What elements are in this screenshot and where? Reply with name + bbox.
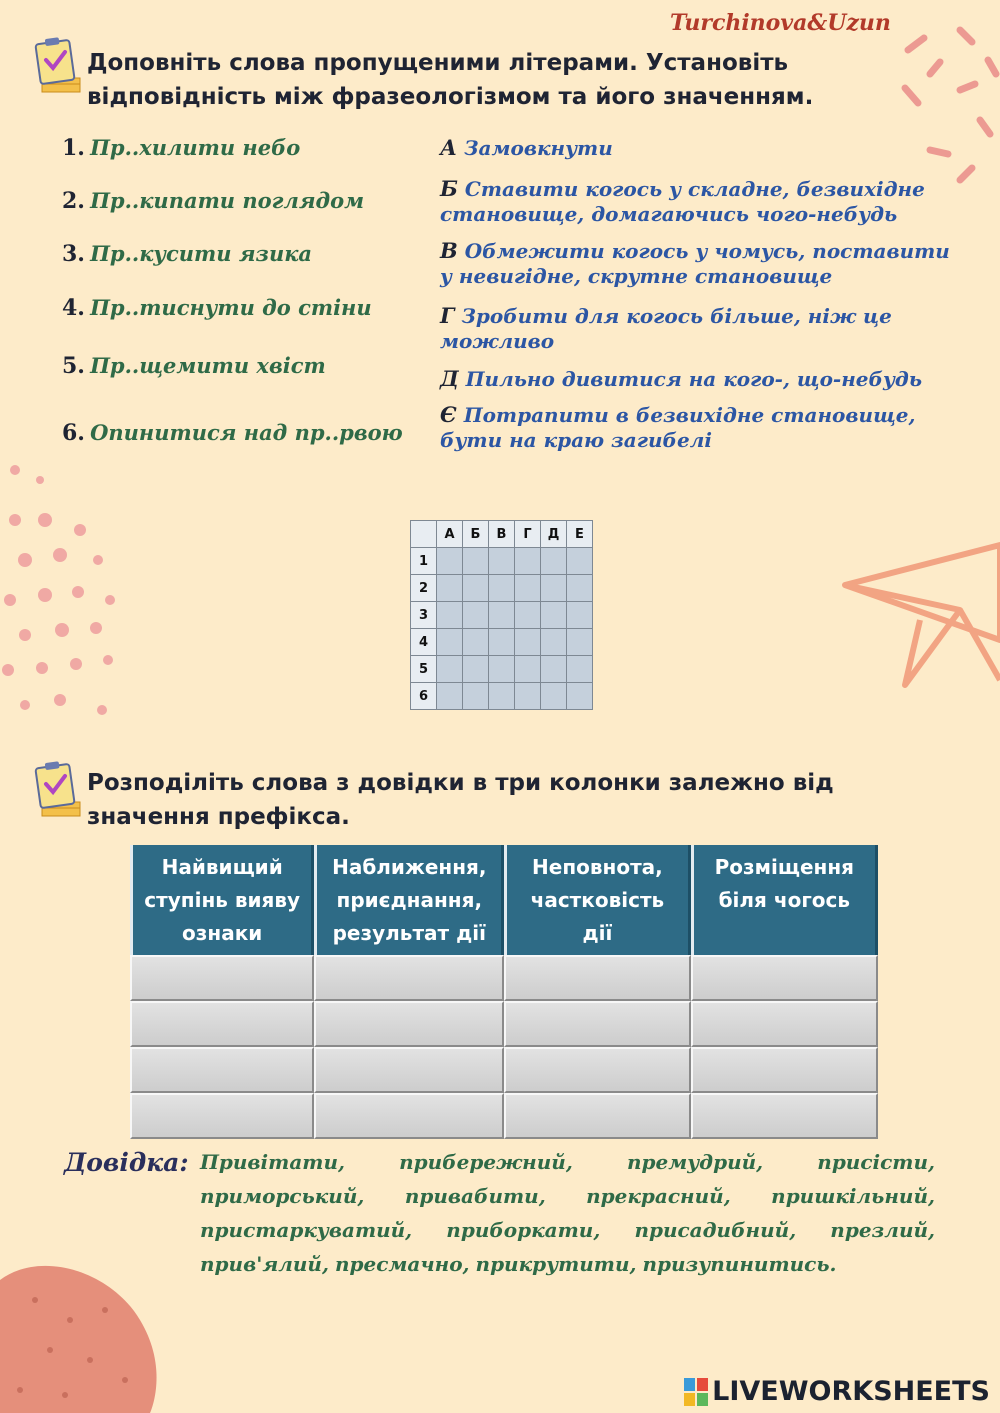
grid-cell[interactable]: [463, 548, 489, 575]
answer-cell[interactable]: [691, 1001, 878, 1047]
grid-cell[interactable]: [489, 629, 515, 656]
grid-row-header: 3: [411, 602, 437, 629]
dovidka-word: призупинитись.: [642, 1252, 837, 1276]
phrase-text: Пр..хилити небо: [90, 135, 301, 160]
meaning-item-d: Д Пильно дивитися на кого-, що-небудь: [440, 366, 923, 391]
phrase-item-1: 1. Пр..хилити небо: [62, 135, 301, 161]
answer-cell[interactable]: [130, 1093, 314, 1139]
answer-cell[interactable]: [130, 1001, 314, 1047]
grid-cell[interactable]: [515, 548, 541, 575]
meaning-item-a: А Замовкнути: [440, 135, 613, 160]
grid-col-header: В: [489, 521, 515, 548]
dovidka-line-3: [200, 1218, 935, 1242]
clipboard-check-icon: [32, 36, 84, 96]
task1-instruction-line1: Доповніть слова пропущеними літерами. Установіть: [87, 50, 789, 76]
answer-cell[interactable]: [504, 1001, 690, 1047]
meaning-item-v: В Обмежити когось у чомусь, поставити у невигідне, скрутне становище: [440, 238, 950, 288]
dovidka-word: пришкільний,: [771, 1184, 935, 1208]
grid-cell[interactable]: [541, 575, 567, 602]
answer-cell[interactable]: [130, 955, 314, 1001]
grid-cell[interactable]: [541, 656, 567, 683]
grid-cell[interactable]: [515, 683, 541, 710]
phrase-item-4: 4. Пр..тиснути до стіни: [62, 295, 372, 321]
liveworksheets-icon: [684, 1378, 708, 1406]
dovidka-line-4: [200, 1252, 935, 1276]
dovidka-line-2: [200, 1184, 935, 1208]
dovidka-word: приморський,: [200, 1184, 365, 1208]
phrase-item-2: 2. Пр..кипати поглядом: [62, 188, 365, 214]
grid-cell[interactable]: [437, 575, 463, 602]
grid-cell[interactable]: [489, 683, 515, 710]
dovidka-word: презлий,: [830, 1218, 935, 1242]
grid-row-header: 5: [411, 656, 437, 683]
logo-text: LIVEWORKSHEETS: [712, 1376, 990, 1407]
matching-grid: [410, 520, 593, 710]
grid-row-header: 4: [411, 629, 437, 656]
category-header-2: Наближення, приєднання, результат дії: [314, 845, 504, 955]
grid-row-header: 1: [411, 548, 437, 575]
dovidka-word: привабити,: [404, 1184, 546, 1208]
answer-cell[interactable]: [504, 1093, 690, 1139]
dovidka-word: присісти,: [817, 1150, 935, 1174]
answer-cell[interactable]: [691, 1093, 878, 1139]
answer-cell[interactable]: [691, 1047, 878, 1093]
grid-cell[interactable]: [489, 656, 515, 683]
grid-corner: [411, 521, 437, 548]
task2-instruction-line1: Розподіліть слова з довідки в три колонки залежно від: [87, 770, 834, 796]
answer-cell[interactable]: [314, 955, 504, 1001]
grid-cell[interactable]: [463, 575, 489, 602]
grid-cell[interactable]: [463, 656, 489, 683]
meaning-item-ye: Є Потрапити в безвихідне становище, бути на краю загибелі: [440, 402, 916, 452]
grid-cell[interactable]: [567, 548, 593, 575]
dovidka-word: присадибний,: [634, 1218, 797, 1242]
grid-cell[interactable]: [515, 656, 541, 683]
dovidka-word: приборкати,: [446, 1218, 601, 1242]
grid-cell[interactable]: [463, 602, 489, 629]
grid-col-header: Д: [541, 521, 567, 548]
grid-cell[interactable]: [437, 656, 463, 683]
grid-cell[interactable]: [567, 683, 593, 710]
category-header-1: Найвищий ступінь вияву ознаки: [130, 845, 314, 955]
dovidka-word: премудрий,: [626, 1150, 764, 1174]
category-header-3: Неповнота, частковість дії: [504, 845, 690, 955]
dovidka-word: прив'ялий,: [200, 1252, 329, 1276]
grid-cell[interactable]: [489, 575, 515, 602]
dovidka-word: прибережний,: [399, 1150, 573, 1174]
task1-instruction-line2: відповідність між фразеологізмом та його значенням.: [87, 84, 814, 110]
phrase-text: Опинитися над пр..рвою: [90, 420, 403, 445]
grid-col-header: Б: [463, 521, 489, 548]
dovidka-word: прекрасний,: [586, 1184, 731, 1208]
liveworksheets-logo[interactable]: [684, 1376, 990, 1407]
grid-cell[interactable]: [463, 683, 489, 710]
grid-cell[interactable]: [515, 629, 541, 656]
answer-cell[interactable]: [314, 1001, 504, 1047]
author-signature: Turchinova&Uzun: [670, 10, 891, 36]
grid-cell[interactable]: [541, 602, 567, 629]
category-table: [130, 845, 878, 1139]
grid-cell[interactable]: [463, 629, 489, 656]
grid-row-header: 2: [411, 575, 437, 602]
answer-cell[interactable]: [691, 955, 878, 1001]
meaning-item-b: Б Ставити когось у складне, безвихідне становище, домагаючись чого-небудь: [440, 176, 925, 226]
grid-cell[interactable]: [489, 602, 515, 629]
grid-col-header: А: [437, 521, 463, 548]
grid-cell[interactable]: [437, 629, 463, 656]
task2-instruction-line2: значення префікса.: [87, 804, 350, 830]
grid-cell[interactable]: [515, 575, 541, 602]
phrase-item-5: 5. Пр..щемити хвіст: [62, 353, 326, 379]
meaning-item-h: Г Зробити для когось більше, ніж це можливо: [440, 303, 892, 353]
grid-cell[interactable]: [567, 575, 593, 602]
dovidka-label: Довідка:: [64, 1148, 189, 1177]
phrase-item-6: 6. Опинитися над пр..рвою: [62, 420, 403, 446]
grid-cell[interactable]: [567, 656, 593, 683]
dovidka-line-1: [200, 1150, 935, 1174]
dovidka-word: пристаркуватий,: [200, 1218, 413, 1242]
grid-cell[interactable]: [541, 683, 567, 710]
dovidka-word: пресмачно,: [334, 1252, 470, 1276]
grid-cell[interactable]: [437, 683, 463, 710]
answer-cell[interactable]: [314, 1047, 504, 1093]
answer-cell[interactable]: [504, 955, 690, 1001]
answer-cell[interactable]: [314, 1093, 504, 1139]
grid-cell[interactable]: [541, 629, 567, 656]
grid-cell[interactable]: [567, 629, 593, 656]
clipboard-check-icon: [32, 760, 84, 820]
grid-cell[interactable]: [541, 548, 567, 575]
grid-cell[interactable]: [437, 602, 463, 629]
dovidka-word: Привітати,: [200, 1150, 345, 1174]
grid-row-header: 6: [411, 683, 437, 710]
dovidka-word: прикрутити,: [475, 1252, 637, 1276]
phrase-text: Пр..тиснути до стіни: [90, 295, 372, 320]
phrase-text: Пр..кипати поглядом: [90, 188, 365, 213]
grid-col-header: Е: [567, 521, 593, 548]
grid-col-header: Г: [515, 521, 541, 548]
answer-cell[interactable]: [130, 1047, 314, 1093]
dovidka-words: [200, 1150, 935, 1276]
phrase-item-3: 3. Пр..кусити язика: [62, 241, 313, 267]
grid-cell[interactable]: [437, 548, 463, 575]
grid-cell[interactable]: [489, 548, 515, 575]
category-header-4: Розміщення біля чогось: [691, 845, 878, 955]
answer-cell[interactable]: [504, 1047, 690, 1093]
grid-cell[interactable]: [515, 602, 541, 629]
grid-cell[interactable]: [567, 602, 593, 629]
phrase-text: Пр..кусити язика: [90, 241, 313, 266]
phrase-text: Пр..щемити хвіст: [90, 353, 326, 378]
